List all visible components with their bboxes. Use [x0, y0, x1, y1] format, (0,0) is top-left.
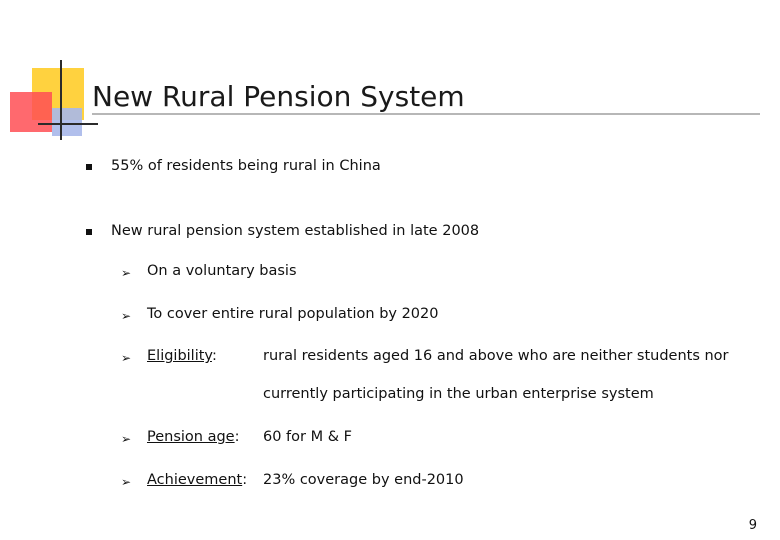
pension-age-value: 60 for M & F [263, 429, 352, 445]
decor-horizontal-line [38, 123, 98, 125]
arrow-bullet-icon: ➢ [121, 266, 132, 280]
decor-blue-square [52, 108, 82, 136]
achievement-label [147, 471, 247, 489]
eligibility-value-line2: currently participating in the urban enterprise system [263, 386, 654, 402]
page-number: 9 [748, 518, 757, 533]
decor-red-square [10, 92, 52, 132]
eligibility-value-line1: rural residents aged 16 and above who are neither students nor [263, 348, 729, 364]
arrow-bullet-icon: ➢ [121, 475, 132, 489]
square-bullet-icon [86, 164, 92, 170]
achievement-label-text: Achievement [147, 472, 243, 488]
eligibility-label-text: Eligibility [147, 348, 212, 364]
pension-age-colon: : [234, 429, 240, 445]
arrow-bullet-icon: ➢ [121, 351, 132, 365]
achievement-colon: : [242, 472, 248, 488]
sub-bullet-text: To cover entire rural population by 2020 [147, 306, 439, 322]
arrow-bullet-icon: ➢ [121, 309, 132, 323]
sub-bullet-text: On a voluntary basis [147, 263, 297, 279]
eligibility-colon: : [211, 348, 217, 364]
slide-title: New Rural Pension System [92, 80, 465, 113]
arrow-bullet-icon: ➢ [121, 432, 132, 446]
bullet-text: New rural pension system established in late 2008 [111, 223, 480, 239]
eligibility-label [147, 347, 217, 365]
square-bullet-icon [86, 229, 92, 235]
pension-age-label-text: Pension age [147, 429, 235, 445]
bullet-text: 55% of residents being rural in China [111, 158, 381, 174]
achievement-value: 23% coverage by end-2010 [263, 472, 464, 488]
decor-vertical-line [60, 60, 62, 140]
pension-age-label [147, 428, 240, 446]
